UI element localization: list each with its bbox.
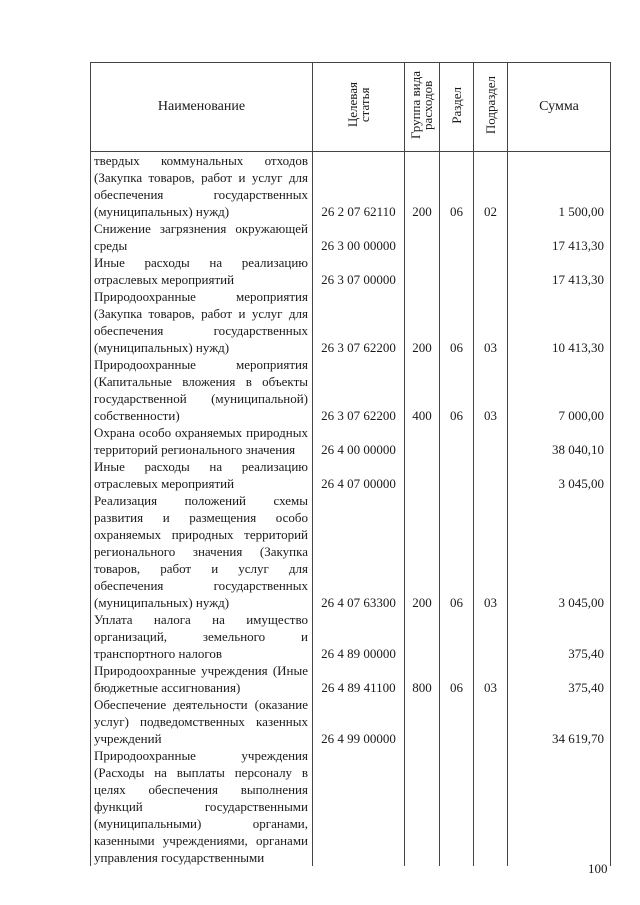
row-sum: 1 500,00 bbox=[508, 152, 611, 221]
row-article: 26 4 07 00000 bbox=[313, 458, 405, 492]
row-subsection: 03 bbox=[474, 288, 508, 356]
row-group: 200 bbox=[405, 492, 440, 611]
row-name: Охрана особо охраняемых природных территорий регионального значения bbox=[91, 424, 313, 458]
row-subsection bbox=[474, 458, 508, 492]
row-section bbox=[440, 254, 474, 288]
row-subsection: 03 bbox=[474, 492, 508, 611]
row-section bbox=[440, 696, 474, 747]
row-group bbox=[405, 254, 440, 288]
row-subsection bbox=[474, 747, 508, 866]
row-sum: 17 413,30 bbox=[508, 254, 611, 288]
row-name: Иные расходы на реализацию отраслевых мероприятий bbox=[91, 458, 313, 492]
row-article: 26 4 99 00000 bbox=[313, 696, 405, 747]
row-subsection bbox=[474, 696, 508, 747]
header-article-line2: статья bbox=[356, 87, 372, 123]
row-section: 06 bbox=[440, 356, 474, 424]
row-name: Природоохранные мероприятия (Закупка товаров, работ и услуг для обеспечения государственных (муниципальных) нужд) bbox=[91, 288, 313, 356]
table-row bbox=[91, 492, 611, 611]
row-article: 26 2 07 62110 bbox=[313, 152, 405, 221]
table-row bbox=[91, 356, 611, 424]
row-sum: 10 413,30 bbox=[508, 288, 611, 356]
row-article: 26 4 07 63300 bbox=[313, 492, 405, 611]
row-section: 06 bbox=[440, 288, 474, 356]
header-group-line1: Группа вида bbox=[408, 71, 423, 139]
row-group bbox=[405, 220, 440, 254]
header-group bbox=[405, 63, 440, 152]
row-sum: 3 045,00 bbox=[508, 492, 611, 611]
row-section bbox=[440, 747, 474, 866]
row-sum: 7 000,00 bbox=[508, 356, 611, 424]
row-subsection: 02 bbox=[474, 152, 508, 221]
row-article bbox=[313, 747, 405, 866]
row-name: Природоохранные мероприятия (Капитальные вложения в объекты государственной (муниципальной) собственности) bbox=[91, 356, 313, 424]
row-article: 26 4 89 41100 bbox=[313, 662, 405, 696]
row-subsection bbox=[474, 254, 508, 288]
page-number: 100 bbox=[588, 861, 608, 876]
header-article-line1: Целевая bbox=[344, 82, 360, 128]
row-group: 200 bbox=[405, 152, 440, 221]
table-row bbox=[91, 424, 611, 458]
table-row bbox=[91, 288, 611, 356]
row-name: Иные расходы на реализацию отраслевых мероприятий bbox=[91, 254, 313, 288]
row-subsection bbox=[474, 424, 508, 458]
row-name: Снижение загрязнения окружающей среды bbox=[91, 220, 313, 254]
row-name: Уплата налога на имущество организаций, земельного и транспортного налогов bbox=[91, 611, 313, 662]
table-row bbox=[91, 458, 611, 492]
table-row bbox=[91, 220, 611, 254]
row-subsection bbox=[474, 611, 508, 662]
header-sum: Сумма bbox=[508, 63, 611, 152]
table-row bbox=[91, 611, 611, 662]
row-section bbox=[440, 424, 474, 458]
header-article bbox=[313, 63, 405, 152]
row-section bbox=[440, 611, 474, 662]
table-row bbox=[91, 254, 611, 288]
row-section: 06 bbox=[440, 662, 474, 696]
row-sum bbox=[508, 747, 611, 866]
row-subsection bbox=[474, 220, 508, 254]
row-group bbox=[405, 611, 440, 662]
row-name: Обеспечение деятельности (оказание услуг) подведомственных казенных учреждений bbox=[91, 696, 313, 747]
row-group: 200 bbox=[405, 288, 440, 356]
row-name: Реализация положений схемы развития и размещения особо охраняемых природных территорий регионального значения (Закупка товаров, работ и услуг для обеспечения государственных (муниципальных) нужд) bbox=[91, 492, 313, 611]
row-group: 800 bbox=[405, 662, 440, 696]
row-sum: 375,40 bbox=[508, 662, 611, 696]
table-row bbox=[91, 747, 611, 866]
row-name: твердых коммунальных отходов (Закупка товаров, работ и услуг для обеспечения государственных (муниципальных) нужд) bbox=[91, 152, 313, 221]
header-group-line2: расходов bbox=[420, 80, 435, 130]
row-group bbox=[405, 424, 440, 458]
row-section: 06 bbox=[440, 152, 474, 221]
budget-table bbox=[90, 62, 611, 866]
row-group bbox=[405, 696, 440, 747]
header-section bbox=[440, 63, 474, 152]
row-sum: 17 413,30 bbox=[508, 220, 611, 254]
table-header bbox=[91, 63, 611, 152]
row-section bbox=[440, 458, 474, 492]
row-section bbox=[440, 220, 474, 254]
row-subsection: 03 bbox=[474, 356, 508, 424]
table-row bbox=[91, 696, 611, 747]
table-body bbox=[91, 152, 611, 867]
row-group: 400 bbox=[405, 356, 440, 424]
header-name: Наименование bbox=[91, 63, 313, 152]
table-row bbox=[91, 662, 611, 696]
row-group bbox=[405, 747, 440, 866]
table-row bbox=[91, 152, 611, 221]
row-article: 26 4 89 00000 bbox=[313, 611, 405, 662]
row-name: Природоохранные учреждения (Расходы на выплаты персоналу в целях обеспечения выполнения функций государственными (муниципальными) органами, казенными учреждениями, органами управления государственными bbox=[91, 747, 313, 866]
row-article: 26 4 00 00000 bbox=[313, 424, 405, 458]
row-subsection: 03 bbox=[474, 662, 508, 696]
row-sum: 38 040,10 bbox=[508, 424, 611, 458]
header-section-label: Раздел bbox=[448, 86, 464, 124]
row-article: 26 3 07 62200 bbox=[313, 288, 405, 356]
header-subsection-label: Подраздел bbox=[482, 75, 498, 135]
header-subsection bbox=[474, 63, 508, 152]
row-group bbox=[405, 458, 440, 492]
row-article: 26 3 00 00000 bbox=[313, 220, 405, 254]
row-name: Природоохранные учреждения (Иные бюджетные ассигнования) bbox=[91, 662, 313, 696]
row-article: 26 3 07 62200 bbox=[313, 356, 405, 424]
row-sum: 3 045,00 bbox=[508, 458, 611, 492]
row-section: 06 bbox=[440, 492, 474, 611]
row-sum: 34 619,70 bbox=[508, 696, 611, 747]
row-sum: 375,40 bbox=[508, 611, 611, 662]
row-article: 26 3 07 00000 bbox=[313, 254, 405, 288]
